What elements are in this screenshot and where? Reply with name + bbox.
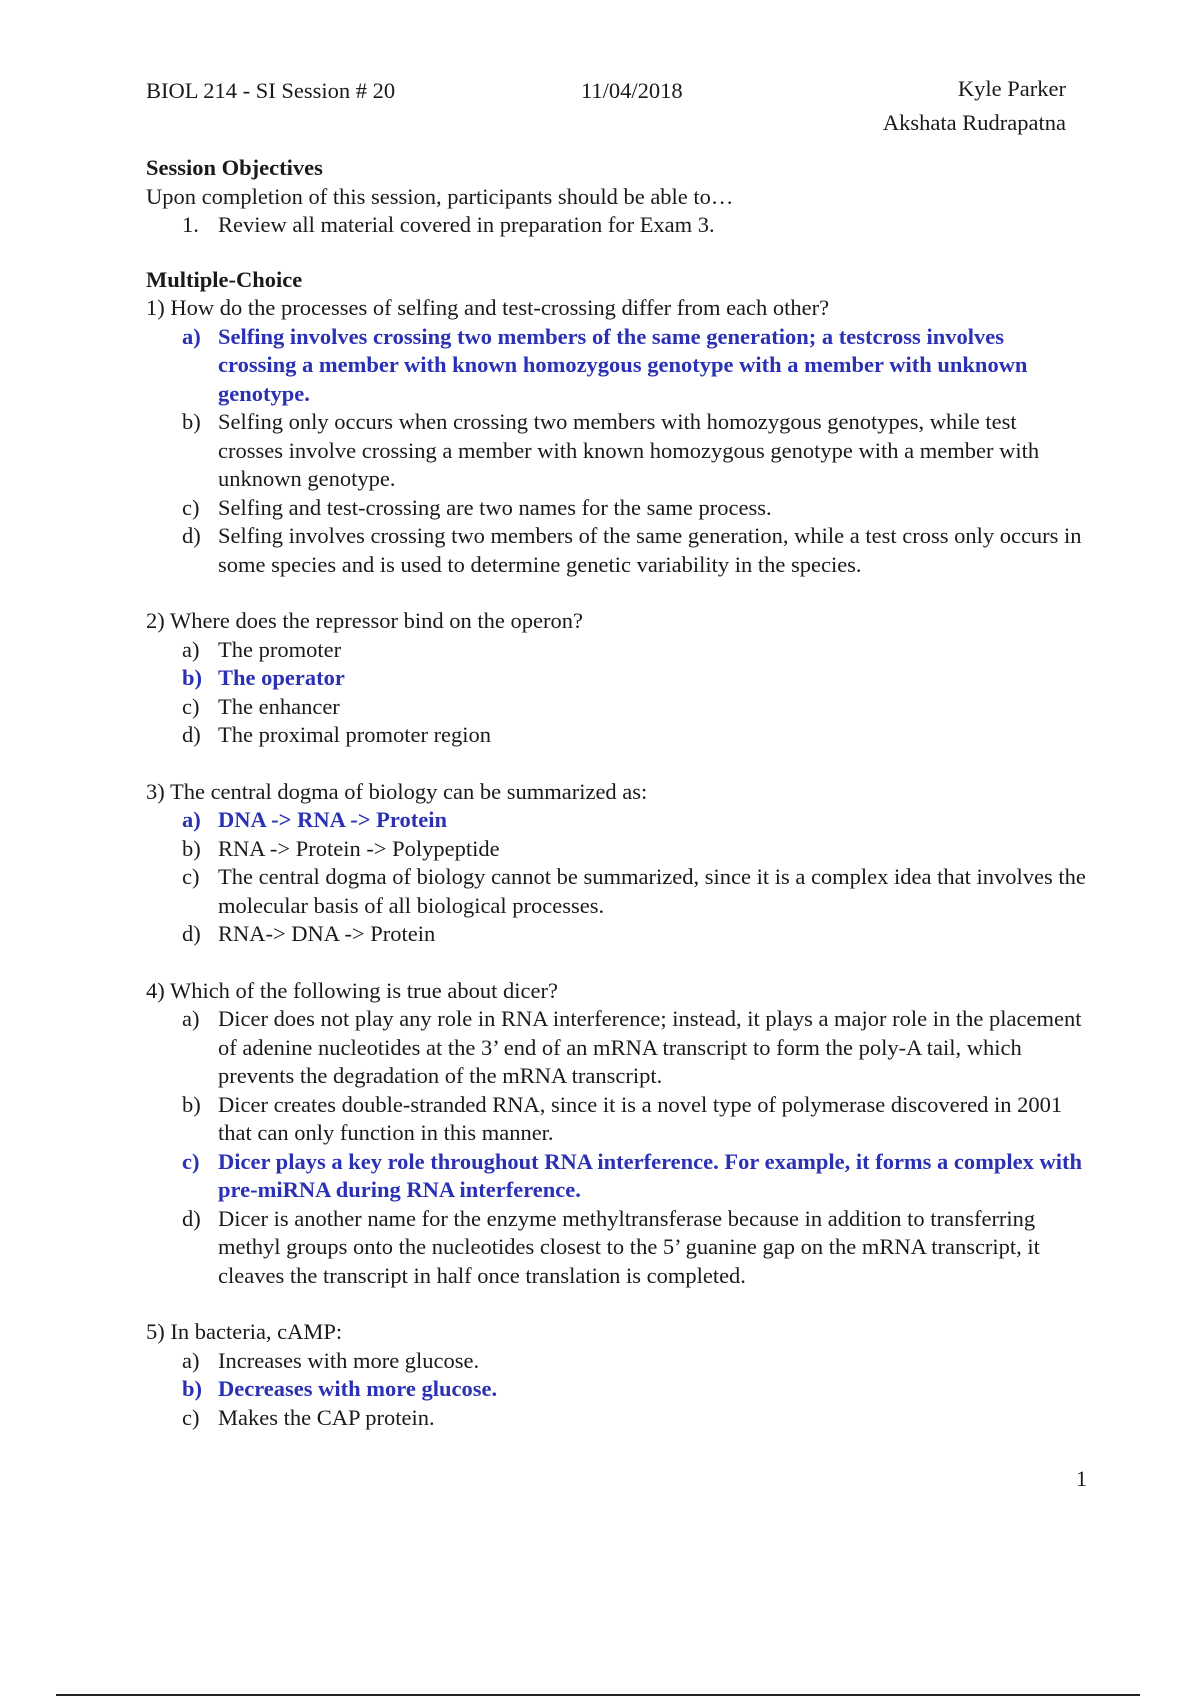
document-body (146, 154, 1086, 1460)
option-letter: c) (182, 864, 200, 889)
page-number: 1 (1076, 1466, 1087, 1491)
answer-option-correct (146, 664, 1086, 693)
question-list (146, 294, 1086, 1432)
question-text: 2) Where does the repressor bind on the operon? (146, 608, 583, 633)
multiple-choice-heading: Multiple-Choice (146, 266, 303, 292)
answer-option (146, 920, 1086, 949)
objectives-heading: Session Objectives (146, 155, 323, 180)
author-name: Kyle Parker (957, 76, 1066, 101)
objectives-list (146, 211, 1086, 240)
option-letter: b) (182, 835, 201, 861)
answer-options (146, 636, 1086, 750)
option-text: Selfing only occurs when crossing two members with homozygous genotypes, while test crosses involve crossing a member with known homozygous genotype with a member with unknown genotype. (218, 409, 1040, 491)
option-letter: d) (182, 1205, 201, 1231)
question-block (146, 607, 1086, 750)
option-text: The enhancer (218, 693, 340, 719)
answer-option (146, 1005, 1086, 1091)
answer-option-correct (146, 1375, 1086, 1404)
option-letter: b) (182, 1091, 201, 1117)
option-letter: d) (182, 523, 201, 548)
objective-text: Review all material covered in preparation for Exam 3. (218, 212, 715, 237)
answer-option (146, 636, 1086, 665)
option-letter: c) (182, 1404, 200, 1430)
answer-option (146, 693, 1086, 722)
option-text: The proximal promoter region (218, 722, 492, 747)
answer-option (146, 494, 1086, 523)
answer-options (146, 323, 1086, 580)
author-block (883, 72, 1066, 140)
option-text: RNA-> DNA -> Protein (218, 921, 436, 946)
option-letter: a) (182, 807, 201, 832)
option-text: DNA -> RNA -> Protein (218, 807, 447, 832)
option-letter: d) (182, 722, 201, 747)
objective-item (146, 211, 1086, 240)
session-date: 11/04/2018 (581, 78, 683, 103)
answer-options (146, 1005, 1086, 1290)
answer-option-correct (146, 1148, 1086, 1205)
answer-option (146, 408, 1086, 494)
objectives-intro: Upon completion of this session, participants should be able to… (146, 183, 734, 209)
option-text: Dicer plays a key role throughout RNA interference. For example, it forms a complex with pre-miRNA during RNA interference. (218, 1148, 1083, 1202)
option-text: The operator (218, 665, 345, 690)
option-letter: a) (182, 323, 201, 349)
answer-option (146, 1091, 1086, 1148)
question-text: 4) Which of the following is true about dicer? (146, 977, 558, 1003)
option-letter: b) (182, 1376, 203, 1401)
answer-option (146, 522, 1086, 579)
option-text: RNA -> Protein -> Polypeptide (218, 835, 500, 861)
option-text: Decreases with more glucose. (218, 1376, 498, 1401)
option-letter: a) (182, 1006, 200, 1031)
answer-option (146, 1347, 1086, 1376)
question-text: 3) The central dogma of biology can be summarized as: (146, 778, 648, 804)
question-block (146, 977, 1086, 1291)
option-letter: b) (182, 409, 201, 434)
answer-option-correct (146, 323, 1086, 409)
option-text: The promoter (218, 636, 342, 662)
answer-option (146, 1205, 1086, 1291)
answer-options (146, 1347, 1086, 1433)
question-block (146, 1318, 1086, 1432)
question-block (146, 778, 1086, 949)
answer-options (146, 806, 1086, 949)
option-text: Dicer is another name for the enzyme methyltransferase because in addition to transferring methyl groups onto the nucleotides closest to the 5’ guanine gap on the mRNA transcript, it cleaves the transcript in half once translation is completed. (218, 1205, 1040, 1288)
option-text: The central dogma of biology cannot be summarized, since it is a complex idea that involves the molecular basis of all biological processes. (218, 864, 1086, 918)
option-text: Dicer does not play any role in RNA interference; instead, it plays a major role in the placement of adenine nucleotides at the 3’ end of an mRNA transcript to form the poly-A tail, which prevents the degradation of the mRNA transcript. (218, 1006, 1082, 1088)
option-text: Selfing and test-crossing are two names for the same process. (218, 494, 772, 520)
option-letter: b) (182, 665, 203, 690)
footer-rule (56, 1694, 1140, 1696)
option-text: Makes the CAP protein. (218, 1404, 435, 1430)
option-text: Selfing involves crossing two members of the same generation, while a test cross only occurs in some species and is used to determine genetic variability in the species. (218, 523, 1082, 577)
option-letter: c) (182, 494, 200, 520)
option-text: Dicer creates double-stranded RNA, since it is a novel type of polymerase discovered in 2001 that can only function in this manner. (218, 1091, 1063, 1145)
answer-option (146, 835, 1086, 864)
question-text: 5) In bacteria, cAMP: (146, 1319, 343, 1344)
option-text: Increases with more glucose. (218, 1347, 480, 1373)
objective-number: 1. (182, 212, 199, 237)
question-block (146, 294, 1086, 579)
option-letter: c) (182, 693, 200, 719)
option-text: Selfing involves crossing two members of the same generation; a testcross involves crossing a member with known homozygous genotype with a member with unknown genotype. (218, 323, 1028, 406)
page-header (146, 78, 1066, 148)
question-text: 1) How do the processes of selfing and test-crossing differ from each other? (146, 295, 830, 320)
answer-option (146, 1404, 1086, 1433)
course-session-label: BIOL 214 - SI Session # 20 (146, 78, 396, 103)
option-letter: a) (182, 636, 200, 662)
option-letter: c) (182, 1148, 200, 1174)
author-name: Akshata Rudrapatna (882, 110, 1066, 135)
option-letter: d) (182, 921, 201, 946)
answer-option (146, 721, 1086, 750)
answer-option-correct (146, 806, 1086, 835)
answer-option (146, 863, 1086, 920)
option-letter: a) (182, 1347, 200, 1373)
